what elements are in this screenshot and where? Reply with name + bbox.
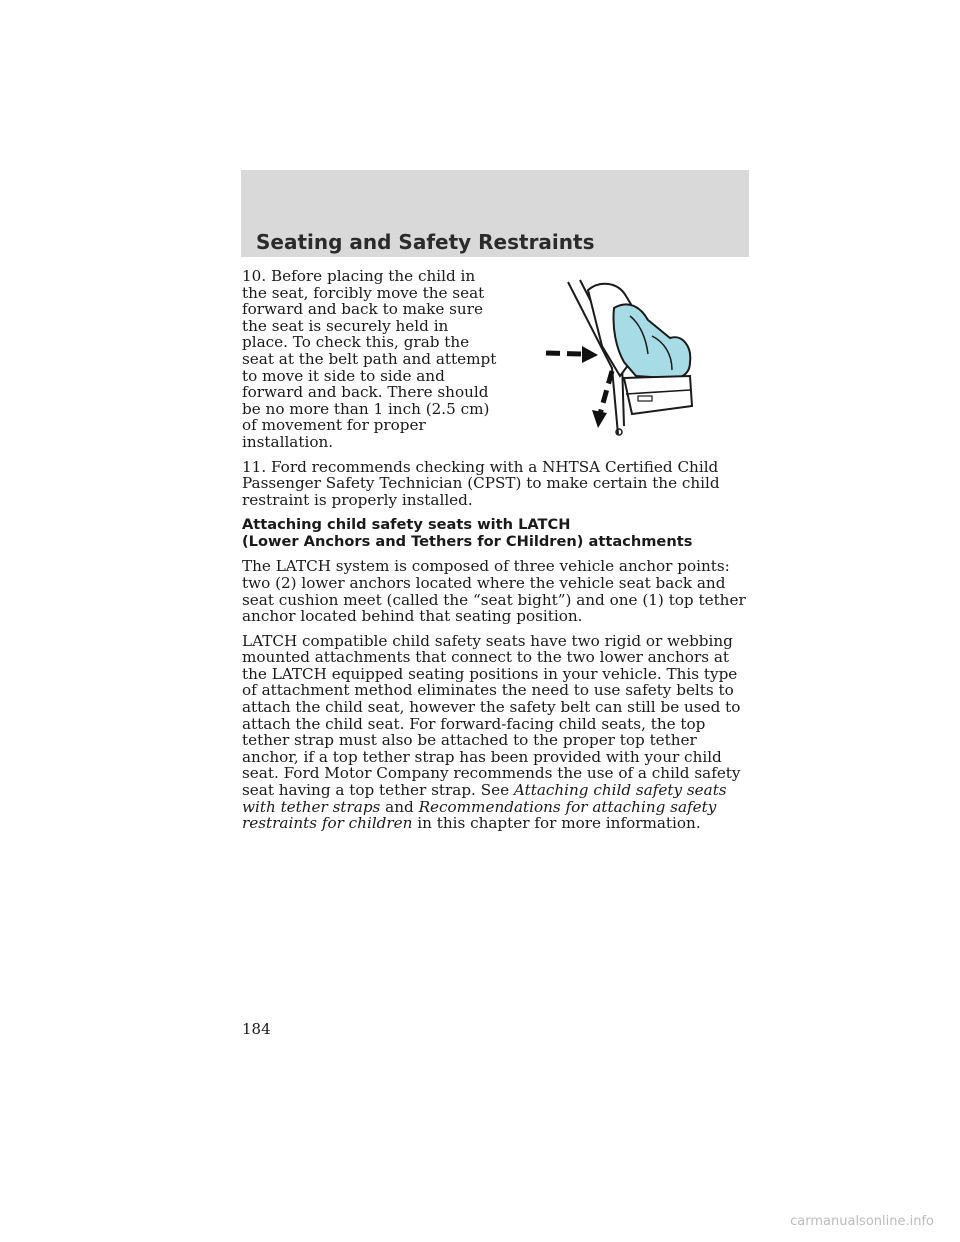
latch-subheading-line-1: Attaching child safety seats with LATCH bbox=[242, 516, 571, 534]
recommendations-reference: Recommendations for attaching safety restraints for children bbox=[242, 797, 717, 833]
latch-subheading-line-2: (Lower Anchors and Tethers for CHildren) attachments bbox=[242, 533, 693, 551]
tether-straps-reference: Attaching child safety seats with tether straps bbox=[242, 781, 727, 816]
latch-subheading bbox=[242, 516, 750, 550]
closing-text: in this chapter for more information. bbox=[412, 814, 701, 833]
step-11-paragraph: 11. Ford recommends checking with a NHTSA Certified Child Passenger Safety Technician (CPST) to make certain the child restraint is properly installed. bbox=[242, 457, 720, 509]
body-content bbox=[242, 268, 750, 840]
latch-compatible-text: LATCH compatible child safety seats have two rigid or webbing mounted attachments that connect to the two lower anchors at the LATCH equipped seating positions in your vehicle. This type of attachment method eliminates the need to use safety belts to attach the child seat, however the safety belt can still be used to attach the child seat. For forward-facing child seats, the top tether strap must also be attached to the proper top tether anchor, if a top tether strap has been provided with your child seat. Ford Motor Company recommends the use of a child safety seat having a top tether strap. See bbox=[242, 631, 741, 800]
watermark: carmanualsonline.info bbox=[790, 1214, 934, 1229]
latch-system-paragraph: The LATCH system is composed of three vehicle anchor points: two (2) lower anchors located where the vehicle seat back and seat cushion meet (called the “seat bight”) and one (1) top tether anchor located behind that seating position. bbox=[242, 557, 746, 626]
step-10-paragraph: 10. Before placing the child in the seat, forcibly move the seat forward and back to make sure the seat is securely held in place. To check this, grab the seat at the belt path and attempt to move it side to side and forward and back. There should be no more than 1 inch (2.5 cm) of movement for proper installation. bbox=[242, 267, 497, 451]
latch-compatible-paragraph bbox=[242, 633, 750, 832]
page-number: 184 bbox=[242, 1020, 271, 1038]
section-title: Seating and Safety Restraints bbox=[256, 230, 595, 254]
and-text: and bbox=[380, 797, 419, 816]
